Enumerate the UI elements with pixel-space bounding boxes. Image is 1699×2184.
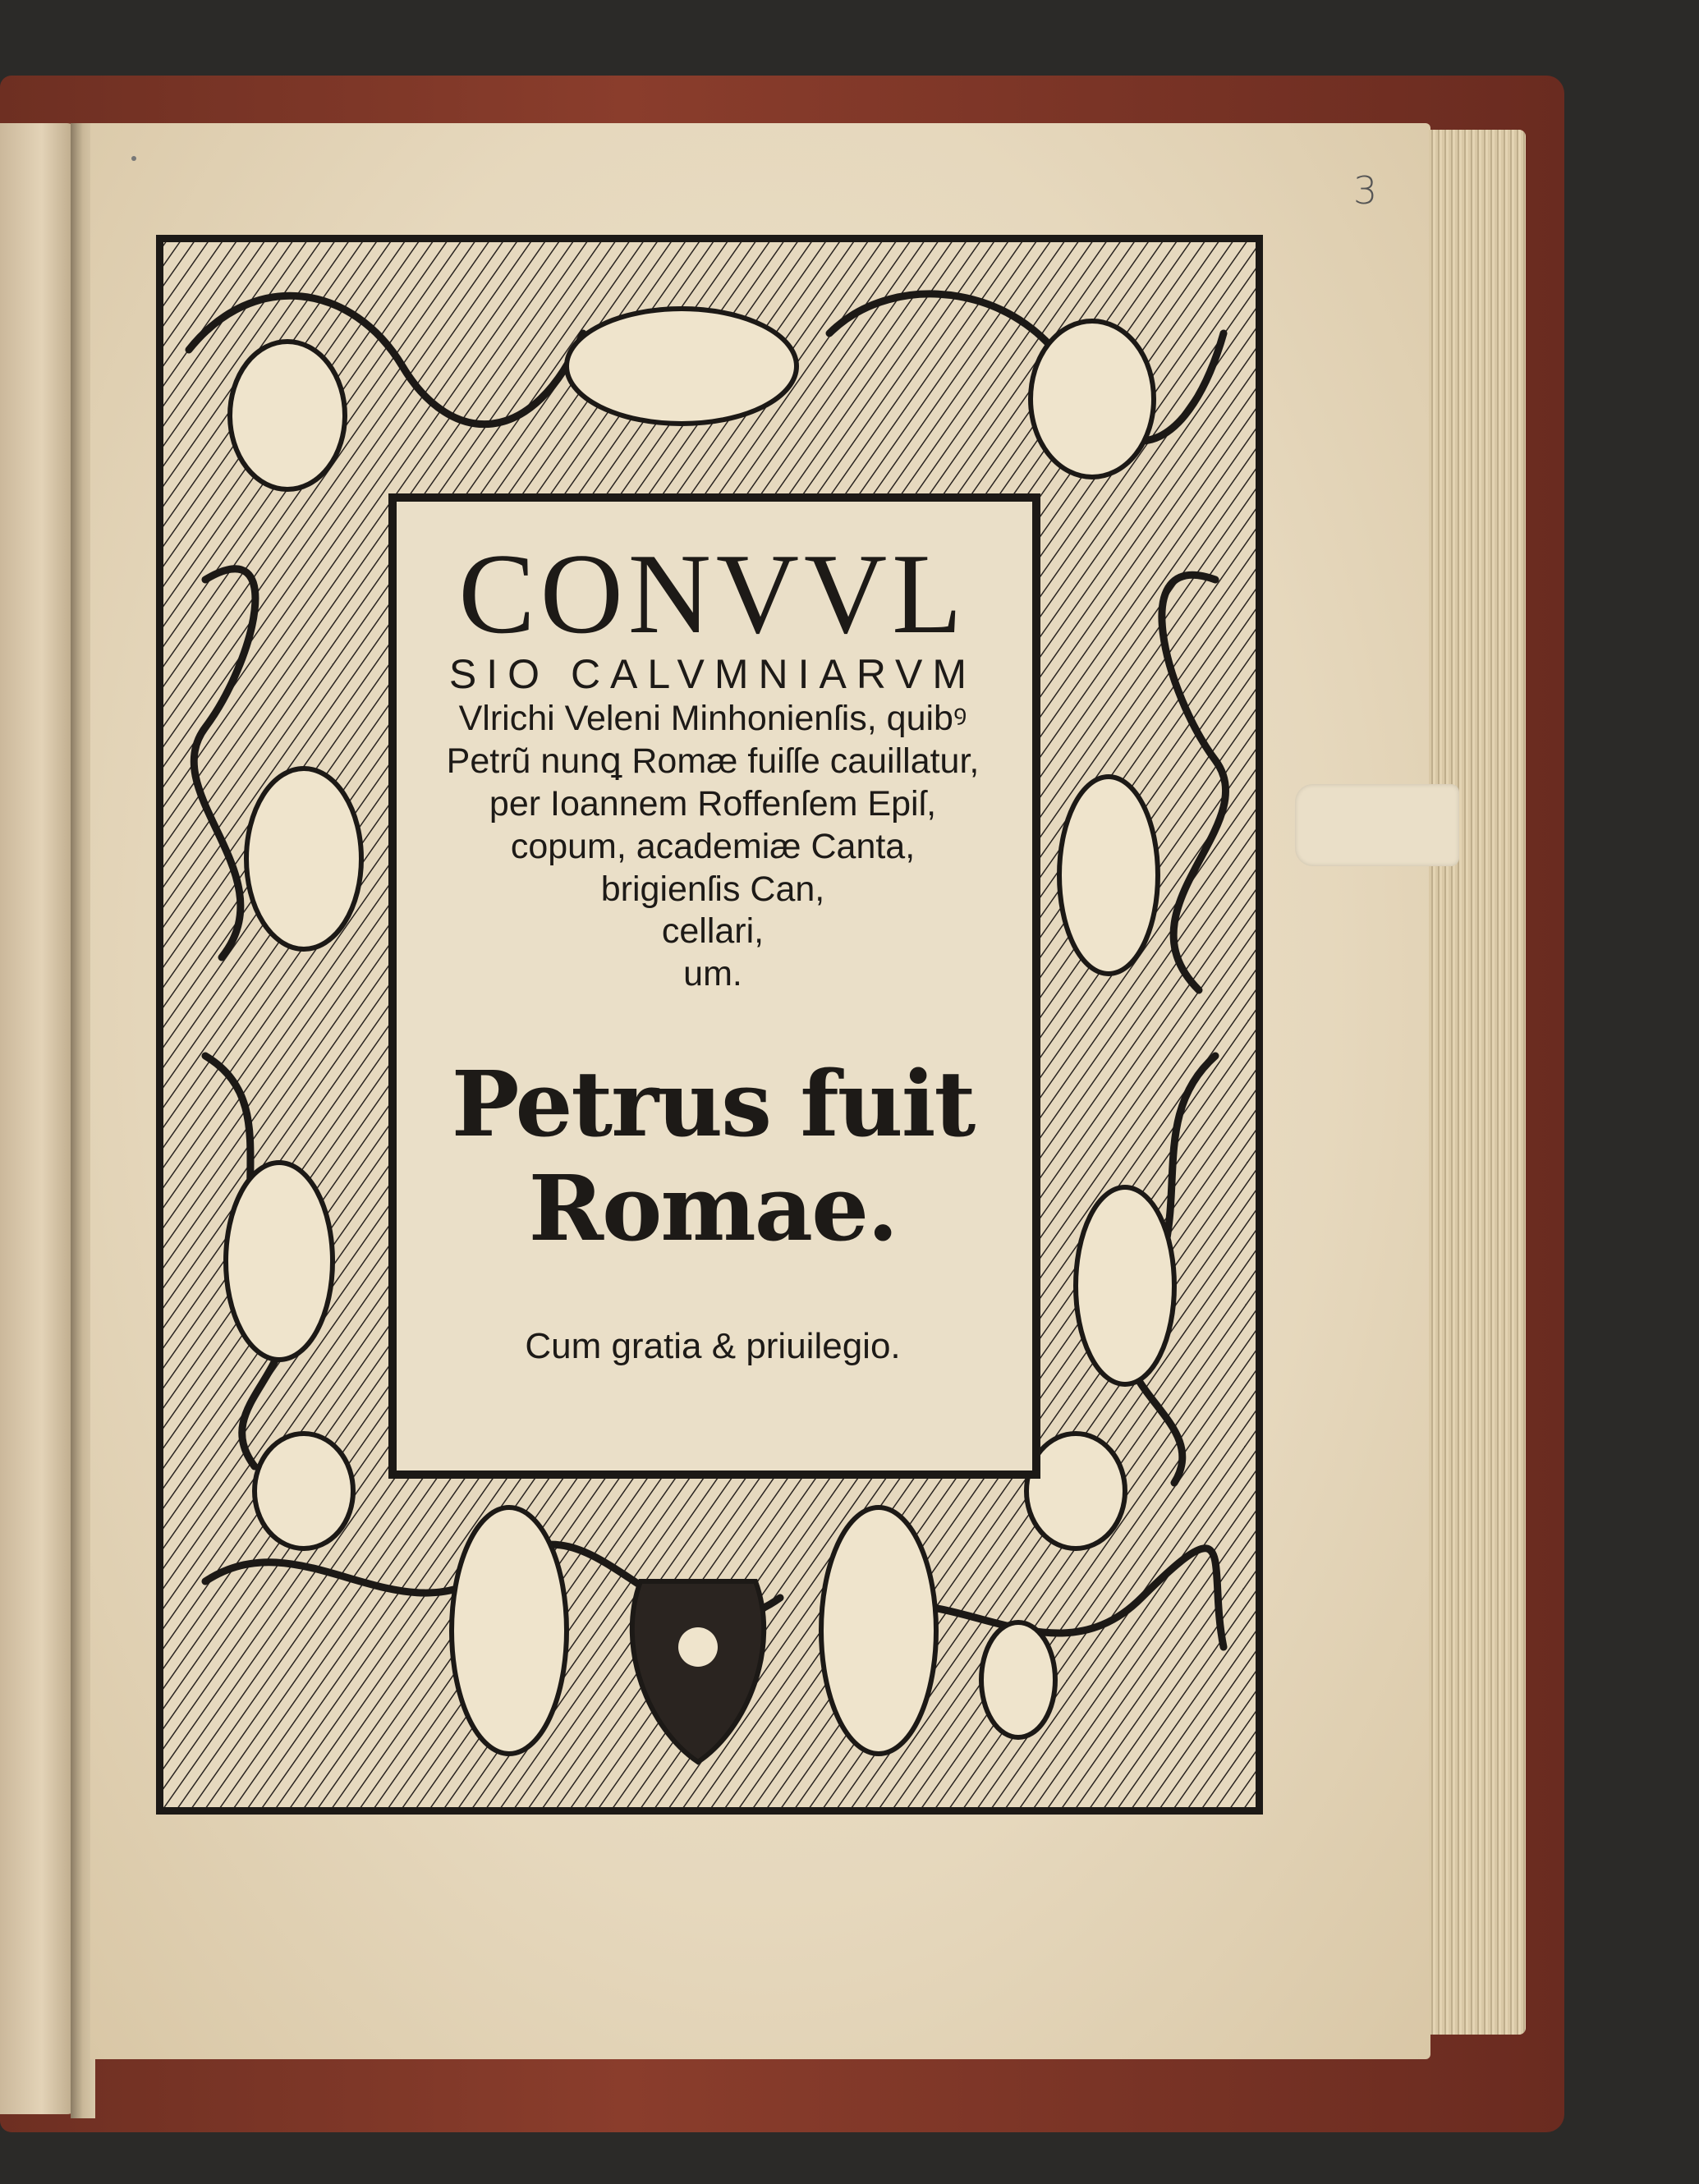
title-line-8: cellari, <box>661 911 765 952</box>
title-line-4: Petrũ nunꝗ Romæ fuiſſe cauillatur, <box>446 741 980 781</box>
blackletter-line-1: Petrus fuit <box>451 1051 975 1158</box>
left-page-edge <box>0 123 76 2114</box>
title-text-block <box>397 502 1029 1455</box>
title-line-2: SIO CALVMNIARVM <box>448 651 977 697</box>
title-line-3: Vlrichi Veleni Minhonienſis, quibꝰ <box>458 699 967 738</box>
folio-number: 3 <box>1353 168 1378 213</box>
title-line-6: copum, academiæ Canta, <box>510 826 916 866</box>
page-fore-edge <box>1429 130 1526 2035</box>
title-line-1: CONVVL <box>458 530 967 658</box>
page-speck <box>131 156 136 161</box>
title-line-9: um. <box>683 954 742 994</box>
paper-tab <box>1295 784 1459 866</box>
title-line-5: per Ioannem Roffenſem Epiſ, <box>489 783 937 824</box>
privilege-line: Cum gratia & priuilegio. <box>525 1326 901 1367</box>
title-line-7: brigienſis Can, <box>600 869 825 909</box>
blackletter-line-2: Romae. <box>528 1154 898 1261</box>
